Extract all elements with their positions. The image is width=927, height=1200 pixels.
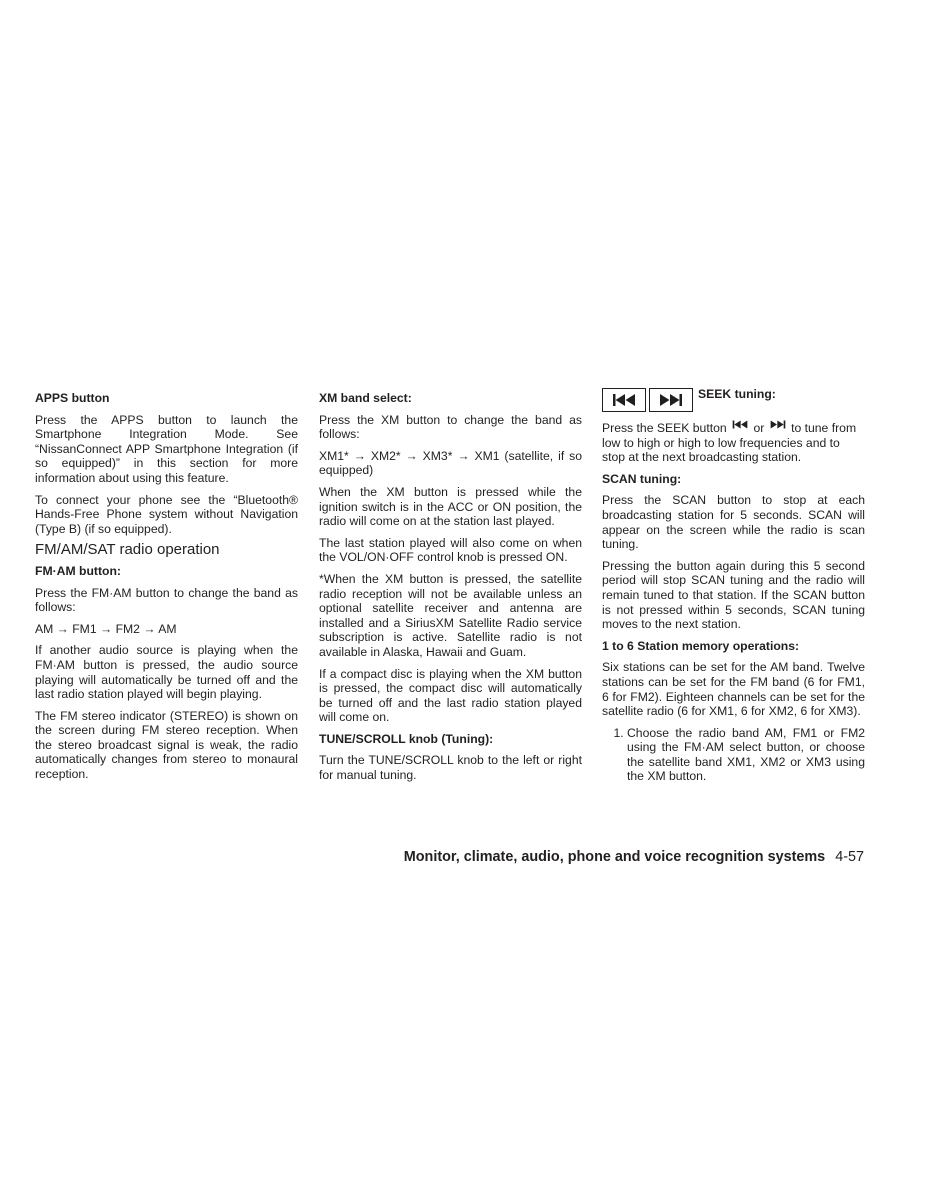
page-footer — [404, 849, 864, 865]
seek-forward-icon — [659, 394, 683, 406]
memory-steps-list — [602, 726, 865, 784]
xm-sequence: XM1* → XM2* → XM3* → XM1 (satellite, if so equipped) — [319, 448, 582, 478]
tune-heading: TUNE/SCROLL knob (Tuning): — [319, 731, 494, 746]
column-middle — [319, 391, 582, 790]
seek-text-a: Press the SEEK button — [602, 421, 727, 435]
memory-heading: 1 to 6 Station memory operations: — [602, 638, 800, 653]
xm-paragraph-3: The last station played will also come on when the VOL/ON·OFF control knob is pressed ON. — [319, 535, 582, 565]
xm-paragraph-1: Press the XM button to change the band as follows: — [319, 412, 582, 442]
apps-paragraph-2: To connect your phone see the “Bluetooth® Hands-Free Phone system without Navigation (Type B) (if so equipped). — [35, 492, 298, 536]
scan-paragraph-1: Press the SCAN button to stop at each broadcasting station for 5 seconds. SCAN will appear on the screen while the radio is scan tuning. — [602, 493, 865, 552]
page-number: 4-57 — [835, 849, 864, 865]
seek-paragraph-1 — [602, 421, 865, 465]
fmam-paragraph-2: If another audio source is playing when the FM·AM button is pressed, the audio source playing will automatically be turned off and the last radio station played will begin playing. — [35, 643, 298, 702]
seek-back-inline-icon — [732, 420, 748, 429]
memory-paragraph-1: Six stations can be set for the AM band. Twelve stations can be set for the FM band (6 for FM1, 6 for FM2). Eighteen channels can be set for the satellite radio (6 for XM1, 6 for XM2, 6 for XM3). — [602, 660, 865, 719]
seek-back-button-illustration — [602, 388, 646, 412]
apps-paragraph-1: Press the APPS button to launch the Smartphone Integration Mode. See “NissanConnect APP Smartphone Integration (if so equipped)” in this section for more information about using this feature. — [35, 412, 298, 485]
column-left — [35, 391, 298, 789]
column-right — [602, 386, 865, 784]
scan-paragraph-2: Pressing the button again during this 5 second period will stop SCAN tuning and the radio will remain tuned to that station. If the SCAN button is not pressed within 5 seconds, SCAN tuning moves to the next station. — [602, 558, 865, 632]
seek-back-icon — [612, 394, 636, 406]
apps-heading: APPS button — [35, 391, 110, 405]
fmam-paragraph-3: The FM stereo indicator (STEREO) is shown on the screen during FM stereo reception. When the stereo broadcast signal is weak, the radio automatically changes from stereo to monaural reception. — [35, 708, 298, 782]
scan-heading: SCAN tuning: — [602, 471, 682, 486]
section-title: FM/AM/SAT radio operation — [35, 541, 220, 559]
fmam-heading: FM·AM button: — [35, 563, 121, 578]
footer-title: Monitor, climate, audio, phone and voice recognition systems — [403, 849, 826, 865]
xm-paragraph-4: *When the XM button is pressed, the satellite radio reception will not be available unless an optional satellite receiver and antenna are installed and a SiriusXM Satellite Radio service subscription is active. Satellite radio is not available in Alaska, Hawaii and Guam. — [319, 571, 582, 659]
seek-heading: SEEK tuning: — [698, 386, 776, 401]
seek-forward-inline-icon — [770, 420, 786, 429]
seek-forward-button-illustration — [649, 388, 693, 412]
memory-step-1: 1. Choose the radio band AM, FM1 or FM2 using the FM·AM select button, or choose the satellite band XM1, XM2 or XM3 using the XM button. — [627, 726, 865, 784]
seek-text-or: or — [753, 421, 765, 435]
tune-paragraph-1: Turn the TUNE/SCROLL knob to the left or right for manual tuning. — [319, 753, 582, 783]
fmam-sequence: AM → FM1 → FM2 → AM — [35, 621, 177, 636]
xm-heading: XM band select: — [319, 391, 412, 405]
seek-text-b: to tune from low to high or high to low frequencies and to stop at the next broadcasting station. — [602, 421, 857, 465]
seek-header — [602, 387, 865, 413]
xm-paragraph-2: When the XM button is pressed while the ignition switch is in the ACC or ON position, the radio will come on at the station last played. — [319, 484, 582, 529]
xm-paragraph-5: If a compact disc is playing when the XM button is pressed, the compact disc will automatically be turned off and the last radio station played will come on. — [319, 666, 582, 725]
fmam-paragraph-1: Press the FM·AM button to change the band as follows: — [35, 585, 298, 615]
